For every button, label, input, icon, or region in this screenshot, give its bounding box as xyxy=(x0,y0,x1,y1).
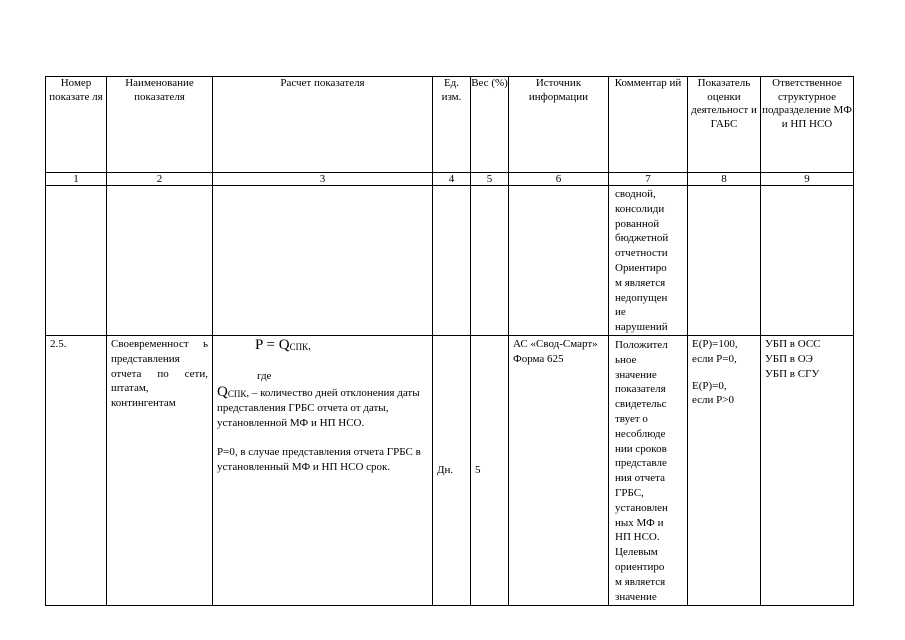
empty-cell xyxy=(46,186,107,336)
header-cell: Ед. изм. xyxy=(433,77,471,173)
column-number: 3 xyxy=(213,173,433,186)
formula-subscript: СПК xyxy=(289,342,309,352)
calculation-text xyxy=(213,336,432,476)
header-cell: Комментар ий xyxy=(609,77,688,173)
weight: 5 xyxy=(475,464,481,477)
header-cell: Показатель оценки деятельност и ГАБС xyxy=(688,77,761,173)
column-number: 6 xyxy=(509,173,609,186)
comment-cell xyxy=(609,336,688,606)
indicator-row-2-5 xyxy=(46,336,854,606)
column-number: 4 xyxy=(433,173,471,186)
responsible-units: УБП в ОСС УБП в ОЭ УБП в СГУ xyxy=(765,338,821,380)
comment-cell xyxy=(609,186,688,336)
header-cell: Расчет показателя xyxy=(213,77,433,173)
q-definition xyxy=(217,384,428,431)
header-cell: Ответственное структурное подразделение МФ и НП НСО xyxy=(761,77,854,173)
empty-cell xyxy=(509,186,609,336)
empty-cell xyxy=(213,186,433,336)
unit-cell xyxy=(433,336,471,606)
column-number: 5 xyxy=(471,173,509,186)
empty-cell xyxy=(107,186,213,336)
column-number: 2 xyxy=(107,173,213,186)
empty-cell xyxy=(688,186,761,336)
header-cell: Наименование показателя xyxy=(107,77,213,173)
column-number-row xyxy=(46,173,854,186)
column-number: 8 xyxy=(688,173,761,186)
unit: Дн. xyxy=(437,464,454,477)
indicators-table xyxy=(45,76,854,606)
source-cell xyxy=(509,336,609,606)
column-number: 9 xyxy=(761,173,854,186)
header-cell: Номер показате ля xyxy=(46,77,107,173)
q-definition-text: , – количество дней отклонения даты представления ГРБС отчета от даты, установленной МФ и НП НСО. xyxy=(217,386,420,430)
q-symbol: Q xyxy=(217,383,228,400)
header-row xyxy=(46,77,854,173)
indicator-number-cell xyxy=(46,336,107,606)
indicator-name: Своевременност ь представления отчета по сети, штатам, контингентам xyxy=(111,338,208,410)
empty-cell xyxy=(761,186,854,336)
calculation-cell xyxy=(213,336,433,606)
where-label: где xyxy=(257,369,272,382)
comment-text: сводной, консолиди рованной бюджетной отчетности Ориентиро м является недопущен ие нарушений xyxy=(615,188,669,334)
responsible-cell xyxy=(761,336,854,606)
assessment-cell xyxy=(688,336,761,606)
source: АС «Свод-Смарт» Форма 625 xyxy=(513,338,598,365)
empty-cell xyxy=(433,186,471,336)
formula xyxy=(255,337,428,355)
column-number: 1 xyxy=(46,173,107,186)
p-zero-note: P=0, в случае представления отчета ГРБС в установленный МФ и НП НСО срок. xyxy=(217,445,421,473)
column-number: 7 xyxy=(609,173,688,186)
formula-tail: , xyxy=(308,340,311,352)
weight-cell xyxy=(471,336,509,606)
q-subscript: СПК xyxy=(227,388,247,399)
assessment-rule-1: E(P)=100, если P=0, xyxy=(692,338,738,365)
formula-main: P = Q xyxy=(255,337,290,353)
assessment-rule-2: E(P)=0, если P>0 xyxy=(692,379,734,407)
continuation-row xyxy=(46,186,854,336)
indicator-number: 2.5. xyxy=(50,338,67,350)
empty-cell xyxy=(471,186,509,336)
header-cell: Вес (%) xyxy=(471,77,509,173)
indicator-name-cell xyxy=(107,336,213,606)
header-cell: Источник информации xyxy=(509,77,609,173)
comment-text: Положител ьное значение показателя свидетельс твует о несоблюде нии сроков представле ния отчета ГРБС, установлен ных МФ и НП НСО. Целевым ориентиро м является значение xyxy=(615,339,668,603)
